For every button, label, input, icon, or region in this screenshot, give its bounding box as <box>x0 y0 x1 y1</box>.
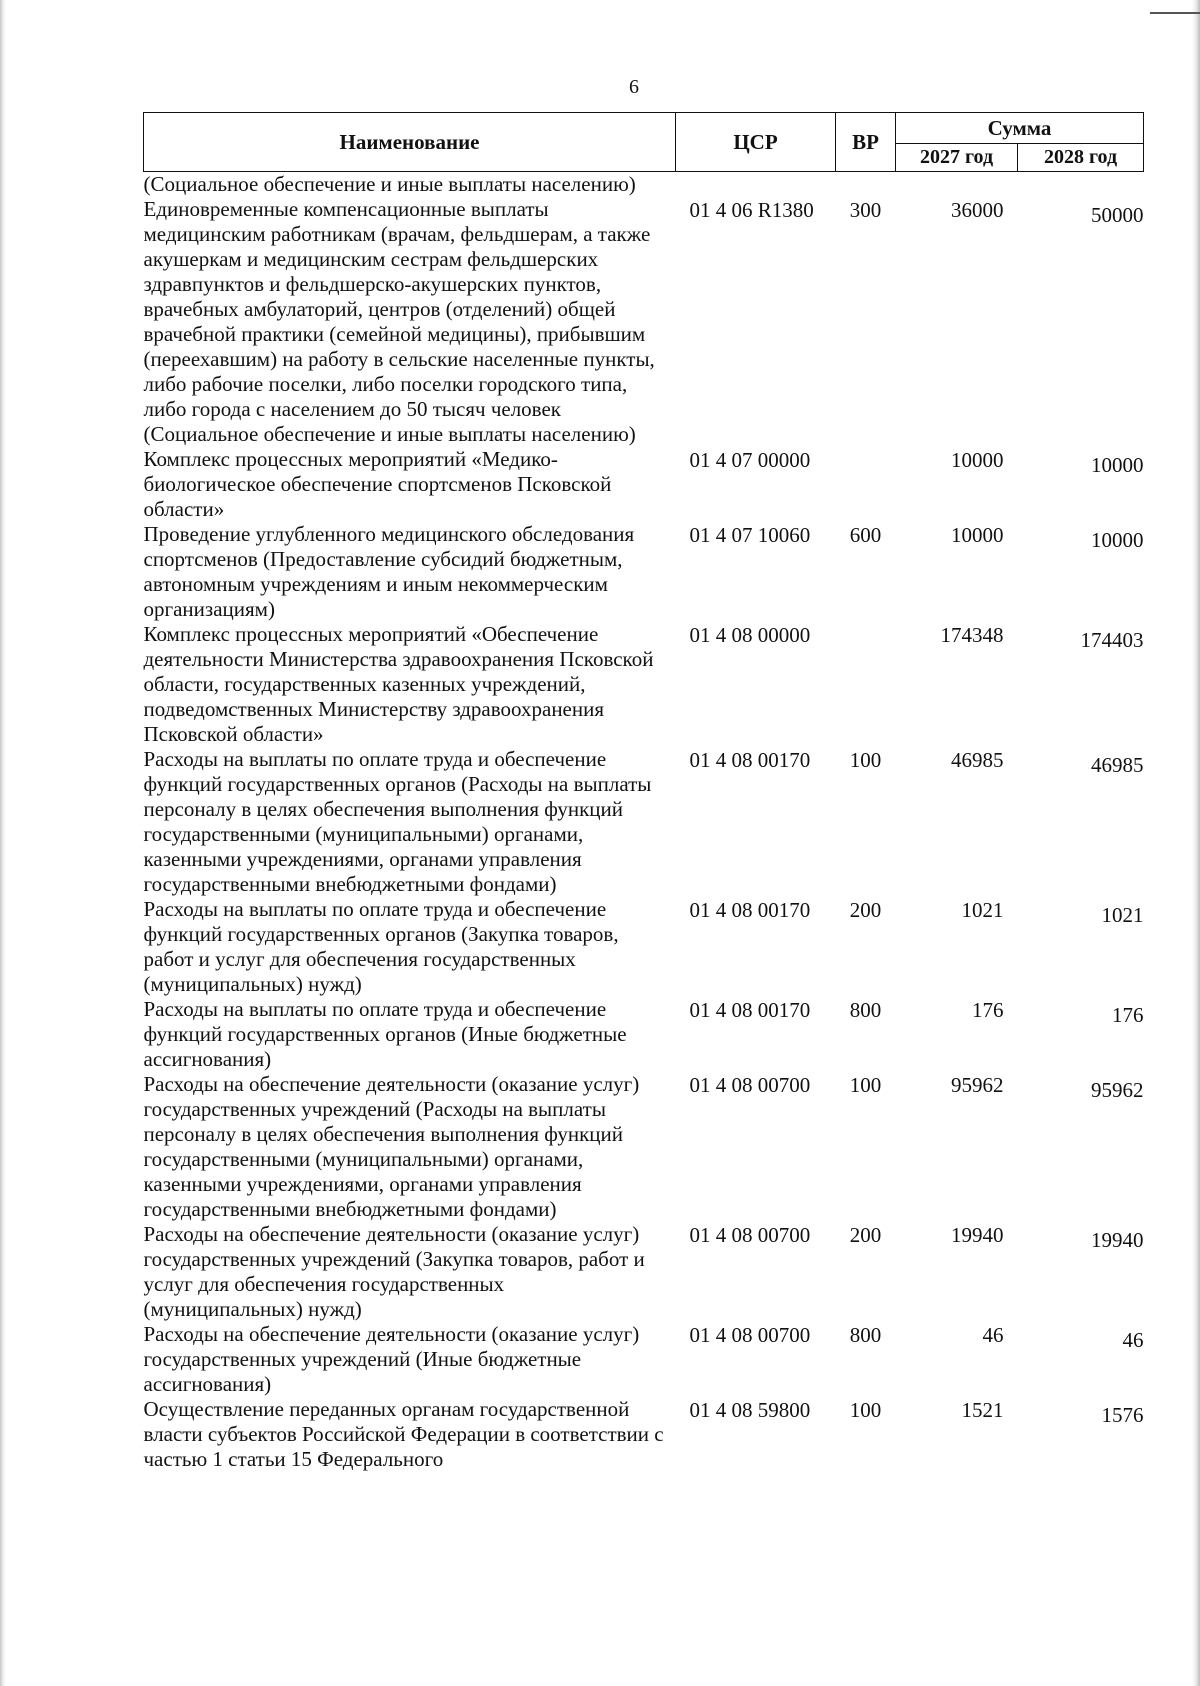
row-name: Расходы на обеспечение деятельности (оказание услуг) государственных учреждений (Иные бюджетные ассигнования) <box>143 1322 640 1396</box>
row-name: Единовременные компенсационные выплаты медицинским работникам (врачам, фельдшерам, а также акушеркам и медицинским сестрам фельдшерских здравпунктов и фельдшерско-акушерских пунктов, врачебных амбулаторий, центров (отделений) общей врачебной практики (семейной медицины), прибывшим (переехавшим) на работу в сельские населенные пункты, либо рабочие поселки, либо поселки городского типа, либо города с населением до 50 тысяч человек (Социальное обеспечение и иные выплаты населению) <box>143 197 655 446</box>
row-name: Расходы на обеспечение деятельности (оказание услуг) государственных учреждений (Закупка товаров, работ и услуг для обеспечения государственных (муниципальных) нужд) <box>143 1222 645 1321</box>
table-header <box>144 113 1144 172</box>
table-row <box>144 522 1144 622</box>
row-name: Расходы на выплаты по оплате труда и обеспечение функций государственных органов (Иные бюджетные ассигнования) <box>143 997 627 1071</box>
row-sum-2028: 1021 <box>1101 903 1144 927</box>
row-vr-code: 100 <box>849 748 882 772</box>
row-sum-2027: 36000 <box>951 198 1004 222</box>
table-row <box>144 1222 1144 1322</box>
table-row <box>144 172 1144 198</box>
row-csr-code: 01 4 08 59800 <box>689 1398 811 1422</box>
row-name: Комплекс процессных мероприятий «Обеспечение деятельности Министерства здравоохранения Псковской области, государственных казенных учреждений, подведомственных Министерству здравоохранения Псковской области» <box>143 622 654 746</box>
row-name: Расходы на выплаты по оплате труда и обеспечение функций государственных органов (Закупка товаров, работ и услуг для обеспечения государственных (муниципальных) нужд) <box>143 897 619 996</box>
table-body <box>144 172 1144 1473</box>
table-row <box>144 1397 1144 1472</box>
row-csr-code: 01 4 08 00000 <box>689 623 811 647</box>
table-row <box>144 747 1144 897</box>
row-csr-code: 01 4 08 00700 <box>689 1073 811 1097</box>
row-csr-code: 01 4 06 R1380 <box>689 198 814 222</box>
row-sum-2027 <box>896 172 1018 198</box>
row-sum-2028: 46 <box>1122 1328 1144 1352</box>
row-vr-code: 800 <box>849 1323 882 1347</box>
header-year-2027: 2027 год <box>896 143 1018 171</box>
row-sum-2027: 1521 <box>961 1398 1004 1422</box>
row-vr-code <box>836 447 896 522</box>
row-name: (Социальное обеспечение и иные выплаты населению) <box>143 172 636 196</box>
row-sum-2028: 50000 <box>1091 203 1144 227</box>
row-sum-2027: 95962 <box>951 1073 1004 1097</box>
row-csr-code: 01 4 08 00170 <box>689 898 811 922</box>
scan-edge-left <box>0 0 6 1686</box>
budget-table <box>143 112 1144 1472</box>
row-name: Проведение углубленного медицинского обследования спортсменов (Предоставление субсидий бюджетным, автономным учреждениям и иным некоммерческим организациям) <box>143 522 635 621</box>
row-vr-code: 200 <box>849 898 882 922</box>
row-sum-2028: 19940 <box>1091 1228 1144 1252</box>
row-vr-code: 300 <box>849 198 882 222</box>
row-sum-2028: 174403 <box>1080 628 1144 652</box>
header-sum: Сумма <box>896 113 1144 144</box>
row-sum-2028: 95962 <box>1091 1078 1144 1102</box>
row-vr-code: 100 <box>849 1398 882 1422</box>
row-csr-code: 01 4 07 10060 <box>689 523 811 547</box>
row-sum-2027: 46985 <box>951 748 1004 772</box>
row-name: Осуществление переданных органам государственной власти субъектов Российской Федерации в соответствии с частью 1 статьи 15 Федерального <box>143 1397 664 1471</box>
row-vr-code <box>836 622 896 747</box>
table-row <box>144 897 1144 997</box>
row-vr-code: 100 <box>849 1073 882 1097</box>
budget-table-sheet <box>143 112 1143 1472</box>
row-sum-2028: 176 <box>1112 1003 1144 1027</box>
row-vr-code: 800 <box>849 998 882 1022</box>
row-sum-2027: 10000 <box>951 448 1004 472</box>
header-name: Наименование <box>144 113 676 172</box>
row-sum-2027: 176 <box>972 998 1004 1022</box>
row-sum-2028 <box>1018 172 1144 198</box>
table-row <box>144 197 1144 447</box>
row-sum-2028: 46985 <box>1091 753 1144 777</box>
table-row <box>144 1072 1144 1222</box>
table-row <box>144 622 1144 747</box>
row-csr-code: 01 4 08 00700 <box>689 1223 811 1247</box>
row-sum-2027: 174348 <box>940 623 1004 647</box>
row-csr-code: 01 4 08 00700 <box>689 1323 811 1347</box>
header-csr: ЦСР <box>676 113 836 172</box>
table-row <box>144 997 1144 1072</box>
row-sum-2028: 10000 <box>1091 528 1144 552</box>
table-row <box>144 447 1144 522</box>
row-sum-2028: 1576 <box>1101 1403 1144 1427</box>
header-year-2028: 2028 год <box>1018 143 1144 171</box>
page-number: 6 <box>629 76 639 98</box>
row-sum-2027: 10000 <box>951 523 1004 547</box>
row-csr-code <box>676 172 836 198</box>
scan-mark <box>1150 12 1200 14</box>
row-csr-code: 01 4 07 00000 <box>689 448 811 472</box>
row-sum-2027: 1021 <box>961 898 1004 922</box>
row-sum-2027: 46 <box>982 1323 1004 1347</box>
row-name: Расходы на обеспечение деятельности (оказание услуг) государственных учреждений (Расходы на выплаты персоналу в целях обеспечения выполнения функций государственными (муниципальными) органами, казенными учреждениями, органами управления государственными внебюджетными фондами) <box>143 1072 640 1221</box>
row-sum-2028: 10000 <box>1091 453 1144 477</box>
row-csr-code: 01 4 08 00170 <box>689 748 811 772</box>
row-csr-code: 01 4 08 00170 <box>689 998 811 1022</box>
row-vr-code: 200 <box>849 1223 882 1247</box>
row-sum-2027: 19940 <box>951 1223 1004 1247</box>
row-name: Комплекс процессных мероприятий «Медико-биологическое обеспечение спортсменов Псковской области» <box>143 447 612 521</box>
table-row <box>144 1322 1144 1397</box>
row-vr-code: 600 <box>849 523 882 547</box>
row-vr-code <box>836 172 896 198</box>
row-name: Расходы на выплаты по оплате труда и обеспечение функций государственных органов (Расходы на выплаты персоналу в целях обеспечения выполнения функций государственными (муниципальными) органами, казенными учреждениями, органами управления государственными внебюджетными фондами) <box>143 747 652 896</box>
header-vr: ВР <box>836 113 896 172</box>
scan-edge-right <box>1192 0 1200 1686</box>
